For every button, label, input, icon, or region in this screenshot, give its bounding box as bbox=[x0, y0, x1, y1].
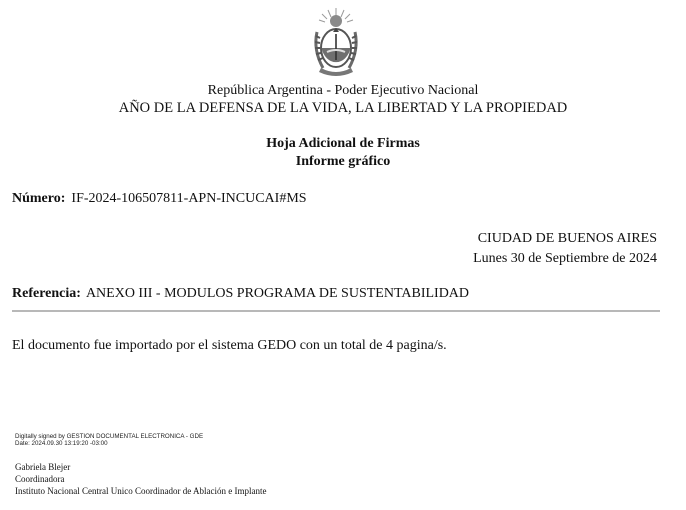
document-number-label: Número: bbox=[12, 191, 66, 206]
document-number-value: IF-2024-106507811-APN-INCUCAI#MS bbox=[71, 191, 307, 206]
document-title: Hoja Adicional de Firmas bbox=[266, 136, 420, 151]
government-header: República Argentina - Poder Ejecutivo Nacional bbox=[207, 83, 479, 98]
year-motto: AÑO DE LA DEFENSA DE LA VIDA, LA LIBERTAD Y LA PROPIEDAD bbox=[118, 100, 568, 116]
reference-label: Referencia: bbox=[12, 286, 81, 301]
argentina-coat-of-arms-icon bbox=[311, 6, 361, 80]
signer-name: Gabriela Blejer bbox=[15, 462, 71, 472]
divider bbox=[12, 310, 660, 312]
document-subtitle: Informe gráfico bbox=[295, 154, 391, 169]
digital-signature-line: Digitally signed by GESTION DOCUMENTAL ELECTRONICA - GDE bbox=[15, 433, 204, 440]
city: CIUDAD DE BUENOS AIRES bbox=[477, 231, 657, 246]
document-number bbox=[12, 191, 307, 207]
signer-role: Coordinadora bbox=[15, 474, 65, 484]
reference bbox=[12, 286, 469, 302]
body-text: El documento fue importado por el sistema GEDO con un total de 4 pagina/s. bbox=[12, 338, 447, 353]
date: Lunes 30 de Septiembre de 2024 bbox=[473, 251, 657, 266]
reference-value: ANEXO III - MODULOS PROGRAMA DE SUSTENTABILIDAD bbox=[85, 286, 470, 301]
signature-date-line: Date: 2024.09.30 13:19:20 -03:00 bbox=[15, 440, 108, 447]
signer-institution: Instituto Nacional Central Unico Coordinador de Ablación e Implante bbox=[15, 486, 267, 496]
